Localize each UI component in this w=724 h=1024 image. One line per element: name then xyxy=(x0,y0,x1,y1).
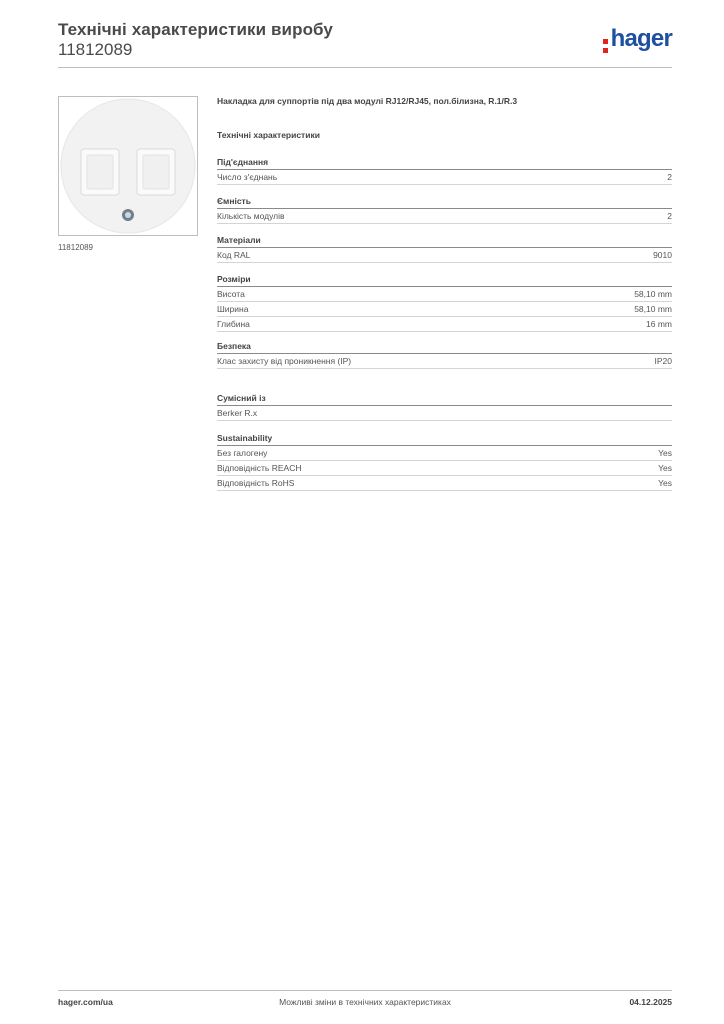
spec-value: Yes xyxy=(658,463,672,473)
footer-date: 04.12.2025 xyxy=(629,997,672,1007)
spec-value: 2 xyxy=(667,172,672,182)
spec-label: Ширина xyxy=(217,304,249,314)
spec-row xyxy=(217,406,672,421)
spec-value: 2 xyxy=(667,211,672,221)
spec-label: Клас захисту від проникнення (IP) xyxy=(217,356,352,366)
spec-row xyxy=(217,446,672,461)
section-heading: Технічні характеристики xyxy=(217,130,320,140)
group-title: Матеріали xyxy=(217,233,672,248)
spec-group-connection xyxy=(217,155,672,185)
spec-value: 58,10 mm xyxy=(634,304,672,314)
spec-label: Відповідність RoHS xyxy=(217,478,295,488)
footer-site-link[interactable]: hager.com/ua xyxy=(58,997,113,1007)
spec-row xyxy=(217,476,672,491)
spec-label: Berker R.x xyxy=(217,408,258,418)
spec-group-sustainability xyxy=(217,431,672,491)
logo-text: hager xyxy=(610,25,672,52)
spec-label: Глибина xyxy=(217,319,250,329)
spec-label: Число з'єднань xyxy=(217,172,278,182)
spec-row xyxy=(217,317,672,332)
spec-label: Без галогену xyxy=(217,448,268,458)
spec-value: IP20 xyxy=(654,356,672,366)
spec-group-compatible xyxy=(217,391,672,421)
spec-row xyxy=(217,302,672,317)
spec-row xyxy=(217,461,672,476)
page-title: Технічні характеристики виробу xyxy=(58,20,333,39)
logo-dots-icon xyxy=(603,39,608,53)
spec-label: Відповідність REACH xyxy=(217,463,302,473)
product-title: Накладка для суппортів під два модулі RJ12/RJ45, пол.білизна, R.1/R.3 xyxy=(217,96,518,106)
header-divider xyxy=(58,67,672,68)
spec-label: Кількість модулів xyxy=(217,211,285,221)
spec-group-capacity xyxy=(217,194,672,224)
spec-value: 58,10 mm xyxy=(634,289,672,299)
spec-row xyxy=(217,248,672,263)
spec-value: Yes xyxy=(658,448,672,458)
product-image xyxy=(58,96,198,236)
spec-row xyxy=(217,354,672,369)
spec-group-safety xyxy=(217,339,672,369)
spec-row xyxy=(217,287,672,302)
spec-value: Yes xyxy=(658,478,672,488)
hager-logo xyxy=(603,24,672,54)
spec-value: 16 mm xyxy=(646,319,672,329)
socket-cover-image xyxy=(59,97,197,235)
group-title: Сумісний із xyxy=(217,391,672,406)
spec-row xyxy=(217,209,672,224)
footer-note: Можливі зміни в технічних характеристиках xyxy=(279,997,451,1007)
spec-group-dimensions xyxy=(217,272,672,332)
group-title: Sustainability xyxy=(217,431,672,446)
group-title: Безпека xyxy=(217,339,672,354)
spec-label: Код RAL xyxy=(217,250,251,260)
page-header xyxy=(58,20,672,68)
spec-label: Висота xyxy=(217,289,245,299)
group-title: Розміри xyxy=(217,272,672,287)
image-caption: 11812089 xyxy=(58,243,93,252)
spec-group-materials xyxy=(217,233,672,263)
spec-value: 9010 xyxy=(653,250,672,260)
spec-row xyxy=(217,170,672,185)
group-title: Ємність xyxy=(217,194,672,209)
page-footer xyxy=(58,997,672,1011)
product-number: 11812089 xyxy=(58,40,133,59)
group-title: Під'єднання xyxy=(217,155,672,170)
footer-divider xyxy=(58,990,672,991)
